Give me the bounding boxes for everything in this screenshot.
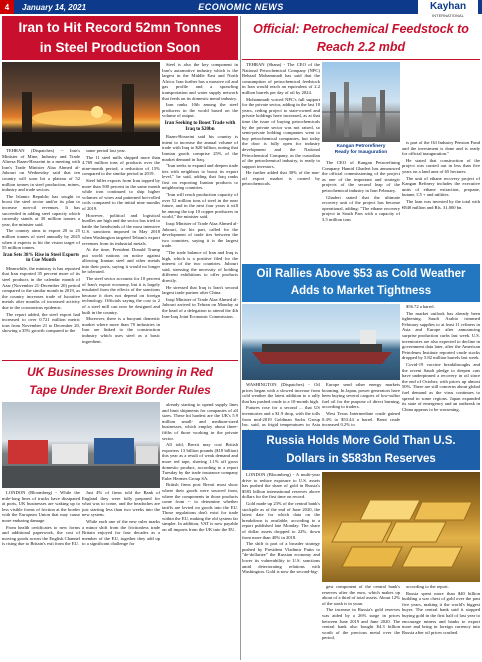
uk-brexit-headline — [2, 360, 238, 400]
steel-mill-photo — [2, 62, 160, 146]
petro-col2-p2: Ghaderi stated that the ultimate recovery unit of the project has become operational, adding: "The ethane recovery project in South Pars with a capacity of 3.5 million tons — [322, 194, 400, 222]
iran-col2-p2: The 11 steel mills shipped more than 4.769 million tons of products over the nine-month period, a reduction of 15% compared to the similar period in 2019. — [82, 154, 160, 177]
russia-col3-p1: according to the report. — [406, 584, 449, 589]
iran-col3b-p4: Iraqi Minister of Trade Alaa Ahmed al-Jubouri, for his part, called for the development of trade ties between the two countries, saying it is the largest trade. — [162, 221, 238, 249]
masthead-bar — [0, 0, 482, 14]
oil-article-col2 — [322, 382, 400, 426]
uk-col1-p2: From health certificates to new forms and additional paperwork, the cost of moving goods across the English Channel is rising due to Britain's exit from the EU. — [2, 524, 80, 547]
iran-col3b-p2: "Iran seeks to expand and deepen trade ties with neighbors to boost its export level," he said, adding that Iraq ranks first on exporting Iranian products to neighboring countries. — [162, 163, 238, 191]
gold-bars-photo — [322, 472, 480, 582]
iran-article-col2 — [82, 148, 160, 356]
iran-col1-p1: TEHRAN (Dispatches) -- Iran's Minister of Mine, Industry and Trade Alireza Razm-Hosseini in a meeting with Iran's Trade Minister Alaa Ahmed al-Jubouri on Wednesday said that ten country will soon hit a plateau of 52 million tonnes in steel production, mines, industry and trade sectors. — [2, 148, 80, 193]
russia-col1-p1: LONDON (Bloomberg) - A multi-year drive to reduce exposure to U.S. assets has pushed the share of gold in Russia's $583 billion international reserves above dollars for the first time on record. — [242, 472, 320, 500]
oil-col1-p1: WASHINGTON (Dispatches) - Oil prices began with a slowed increase from cold weather the latest addition to a rally that has pushed crude to a 10-month high. — [242, 382, 320, 404]
iran-col2-p4: However, political and logistical hurdles are high and the sector has tried to battle the headwinds of the most intensive U.S. sanctions imposed in May 2018 when Washington targeted Tehran's export revenues from its industrial metals. — [82, 212, 160, 246]
oil-col2-p1: Europe send other energy markets booming. In Japan, power generators have been buying several cargoes of low-sulfur fuel oil for the purpose of direct burning, according to traders. — [322, 382, 400, 410]
iran-col3b-p7: Iraqi Minister of Trade Alaa Ahmed al-Jubouri arrived in Tehran on Monday at the head of a delegation to attend the 4th Iran-Iraq Joint Economic Commission. — [162, 296, 238, 319]
russia-col1-p3: The shift is part of a broader strategy pushed by President Vladimir Putin to "de-dollarize" the Russian economy and lower its vulnerability to U.S. sanctions amid deteriorating relations with Washington. Gold is now the second-big- — [242, 541, 320, 575]
refinery-illustration — [322, 62, 400, 142]
iran-col3-p1: Steel is also the key component in Iran's automotive industry which is the largest in the Middle East and North Africa. Iran further has a massive oil and gas profile and a sprawling transportation and water supply network that feeds on its domestic metal industry. — [162, 62, 238, 101]
iran-col2-p3: Steel billet exports from Iran topped by more than 500 percent in the same month while iron continued to ship higher volumes of wires and patterned hot-rolled coils compared to the initial nine months of 2019. — [82, 177, 160, 211]
uk-headline-line1: UK Businesses Drowning in Red — [26, 365, 214, 379]
iran-steel-headline — [2, 16, 238, 60]
petro-col3-p1: is part of the Oil Industry Pension Fund and the investment is done and is ready for official inauguration." — [402, 140, 480, 157]
section-title: ECONOMIC NEWS — [198, 2, 284, 12]
iran-col3b-p1: Razm-Hosseini said his country is intent to increase the annual volume of trade with Iraq to $20 billion, noting that Iranian goods comprise 25% of the market demand in Iraq. — [162, 134, 238, 162]
iran-col2-p5: At the time, President Donald Trump put world nations on notice against allowing Iranian steel and other metals into their ports, saying it would no longer be tolerated. — [82, 247, 160, 275]
column-divider — [240, 16, 241, 660]
iran-col1b-p2: The report added, the steel export had increased to over 0.721 million metric tons from November 21 to December 20, showing a 35% growth compared to the — [2, 311, 80, 334]
petro-col1-p3: He further added that 30% of the non-oil export market is owned by petrochemicals. — [242, 170, 320, 187]
petro-headline-line1: Official: Petrochemical Feedstock to — [253, 22, 469, 36]
iran-col2-p6: The steel sector accounts for 10 percent of Iran's export economy, but it is largely insulated from the effects of the sanctions because it does not depend on foreign technology. Officials saying the cost to 2 of a steel mill can now be designed and built in the country. — [82, 276, 160, 315]
russia-headline-line1: Russia Holds More Gold Than U.S. — [266, 435, 456, 447]
petro-article-col1 — [242, 62, 320, 262]
uk-headline-line2: Tape Under Brexit Border Rules — [29, 383, 211, 397]
uk-article-col3 — [162, 402, 238, 660]
russia-col2-p2: The increase in Russia's gold reserves was aided by a 26% surge in prices between June 2019 and June 2020. The central bank also bought $4.3 billion worth of the precious metal over the period, — [322, 607, 400, 641]
uk-col2-p1: Just 4% of firms told the Bank of England they were fully prepared for what was to come, and the headaches are just starting less than two weeks into the new system. — [82, 490, 160, 518]
iran-col3b-p3: "Iran will reach production capacity of over 52 million tons of steel in the near future, and in the next four years it will be among the top 10 copper producers in world," the minister said. — [162, 192, 238, 220]
iran-col2-p1: same period last year. — [86, 148, 126, 153]
oil-article-col3 — [402, 304, 480, 426]
oil-col1-p2: Futures rose for a second ... that US inventories and a $1.9 drop, with the tolls from mid-2019 Goldman Sachs Group Inc. said, as frigid temperatures in Asia — [242, 405, 320, 428]
iran-col1-p2: The Islamic Republic has sought to boost the steel sector and/or its plan to increase non-oil revenues. It has succeeded in adding steel capacity which currently stands at 30 million tonnes a year, the minister said. — [2, 193, 80, 227]
oil-col3-p1: $56.72 a barrel. — [406, 304, 435, 309]
russia-article-col1 — [242, 472, 320, 660]
refinery-caption-line2: Ready for Inauguration — [334, 149, 388, 155]
oil-col2-p2: West Texas Intermediate crude gained 0.4% to $53.44 a barrel. Brent crude increased 0.2% to — [322, 410, 400, 428]
uk-col3-p2: All told, Brexit may cost British exporters 13 billion pounds ($18 billion) this year as a result of weak demand and more red tape, shaving 1.1% off gross domestic product, according to a report Tuesday by the trade insurance company Euler Hermes Group SA. — [162, 442, 238, 481]
oil-rally-headline — [242, 264, 480, 302]
iran-col1b-p1: Meanwhile, the ministry is has reported that Iran exported 35 percent more of its steel products in the calendar month of Azar (November 21-December 20) period compared to the similar month in 2019, as the country increases trade of lucrative metals after months of increased activity due to the coronavirus epidemic. — [2, 265, 80, 311]
russia-article-col2 — [322, 584, 400, 660]
uk-col2-p2: While each one of the new rules marks a minor shift from the frictionless trade Britain enjoyed for four decades as a member of the EU, together they add up to a significant challenge for — [82, 518, 160, 547]
petrochemical-headline — [242, 20, 480, 60]
iran-col2-p7: Moreover, there is a buoyant domestic market where more than 70 industries in Iran are linked to the construction industry which uses steel as a basic ingredient. — [82, 316, 160, 344]
petro-article-col2 — [322, 160, 400, 262]
petro-col3-p3: The unit of ethane recovery project of Kangan Refinery includes the executive units of ethane extraction, propane, butane, C5 + and utilities. — [402, 175, 480, 198]
iran-article-col3 — [162, 62, 238, 356]
russia-col1-p2: Gold made up 23% of the central bank's stockpile as of the end of June 2020, the latest date for which data on the breakdown is available, according to a report published late Monday. The share of dollar assets dropped to 22%, down from more than 40% in 2018. — [242, 500, 320, 540]
tanker-illustration — [242, 304, 400, 380]
oil-col3-p3: Covid-19 vaccine breakthroughs and the recent Saudi pledge to deepen cuts have underpinned a recovery in oil since the end of October, with prices up almost 50%. There are still concerns about global fuel demand as the virus continues to spread in some regions. Japan expanded its state of emergency and an outbreak in China appears to be worsening. — [402, 361, 480, 412]
logo-name: Kayhan — [429, 1, 467, 12]
uk-trucks-photo — [2, 402, 160, 488]
iran-headline-line2: in Steel Production Soon — [39, 40, 201, 55]
russia-headline-line2: Dollars in $583bn Reserves — [286, 453, 436, 465]
russia-gold-headline — [242, 430, 480, 470]
refinery-photo — [322, 62, 400, 142]
uk-col3-p1: already starting to upend supply lines and limit shipments for companies of all sizes. These hit hardest are the UK's 5.9 million small- and medium-sized businesses, which employ about three-fifths of those working in the private sector. — [162, 402, 238, 441]
trucks-illustration — [2, 402, 160, 488]
uk-col3-p3: British firms post Brexit must show where their goods were sourced from, where the components in those products come from -- to determine whether tariffs are levied on goods into the EU. Those regulations don't exist for trade within the EU, making the old system far simpler. In addition, VAT is now payable on all imports from the UK into the EU. — [162, 482, 238, 533]
petro-col1-p1: TEHRAN (Shana) - The CEO of the National Petrochemical Company (NPC) Behzad Mohammadi has said that the consumption of petrochemical feedstock in Iran would reach an equivalent of 2.2 million barrels per day of oil by 2024. — [242, 62, 320, 95]
russia-col2-p1: gest component of the central bank's reserves after the euro, which makes up about of a third of total assets. About 12% of the stash is in yuan. — [322, 584, 400, 606]
uk-col1-p1: LONDON (Bloomberg) - While the mile-long lines of trucks have dissipated at ports, UK businesses are waking up to less visible forms of friction at the border with the European Union that may cause more enduring damage. — [2, 490, 80, 523]
iran-col3-subhead: Iran Seeking to Boost Trade with Iraq to $20bn — [164, 120, 236, 132]
oil-tanker-photo — [242, 304, 400, 380]
russia-article-col3 — [402, 584, 480, 660]
iran-col3-p2: Iran ranks 10th among the steel producers in the world based on the volume of output. — [162, 102, 238, 119]
refinery-caption — [322, 144, 400, 158]
page-number: 4 — [0, 0, 14, 14]
gold-bars-illustration — [322, 472, 480, 582]
kayhan-logo — [418, 0, 478, 20]
iran-col1-subhead: Iran Sets 38% Rise in Steel Exports in Cue Month — [2, 252, 80, 264]
steel-mill-illustration — [2, 62, 160, 146]
refinery-caption-line1: Kangan Petrorefinery — [336, 144, 386, 149]
issue-date: January 14, 2021 — [22, 2, 87, 12]
oil-article-col1 — [242, 382, 320, 426]
uk-article-col1 — [2, 490, 80, 660]
oil-headline-line2: Adds to Market Tightness — [290, 285, 432, 297]
logo-tagline: INTERNATIONAL — [432, 13, 464, 18]
russia-col3-p2: Russia spent more than $40 billion building a war chest of gold over the past five years, making it the world's biggest buyer. The central bank said it stopped buying gold in the first half of last year to encourage miners and banks to export more and bring in foreign currency into Russia after oil prices crashed. — [402, 590, 480, 635]
petro-col3-p4: The loan was invested by the total with €840 million and Rls. 31,000 bn. — [402, 198, 480, 210]
iran-article-col1 — [2, 148, 80, 356]
petro-col2-p1: The CEO of Kangan Petrorefining Company Hamid Ghaderi has announced the official commissioning of the project as one of the important and strategic projects of the second leap of the petrochemical industry in Iran February. — [322, 160, 400, 193]
petro-col1-p2: Mohammadi voiced NPC's full support for the private sector, adding in the last 10 years, ceding project to state-owned and private holdings have increased, as at that time the issue of buying petrochemicals by the private sector was not raised, so semi-private holding companies went to buy petrochemical companies, but today the door is fully open for industry development and the National Petrochemical Company, as the custodian of the petrochemical industry, is ready to support investors. — [242, 96, 320, 169]
iran-col3b-p5: "The trade balance of Iran and Iraq is high, which is a positive filed for the interest of the two countries. Jubouri said, stressing the necessity of holding different exhibitions to offer products directly. — [162, 250, 238, 283]
oil-headline-line1: Oil Rallies Above $53 as Cold Weather — [256, 268, 466, 280]
petro-headline-line2: Reach 2.2 mbd — [316, 40, 406, 54]
iran-col3b-p6: He stressed that Iraq is Iran's second largest trade partner after China. — [162, 284, 238, 296]
petro-article-col3 — [402, 140, 480, 262]
iran-col1-p3: The country aims to export 20 to 25 million tonnes of steel annually by 2025 when it expects to hit the vision target of 55 million tonnes. — [2, 228, 80, 251]
oil-col3-p2: The market outlook has already been tightening. Saudi Arabia trimmed February supplies to at least 11 refiners in Asia and Europe after announcing surprise production curbs last week. U.S. inventories are also expected to decline in government data later, after the American Petroleum Institute reported crude stocks dropped by 5.82 million barrels last week. — [402, 310, 480, 361]
petro-col3-p2: He stated that construction of the project was carried out in less than five years on a land area of 65 hectares. — [402, 157, 480, 174]
uk-article-col2 — [82, 490, 160, 660]
iran-headline-line1: Iran to Hit Record 52mn Tonnes — [18, 20, 222, 35]
